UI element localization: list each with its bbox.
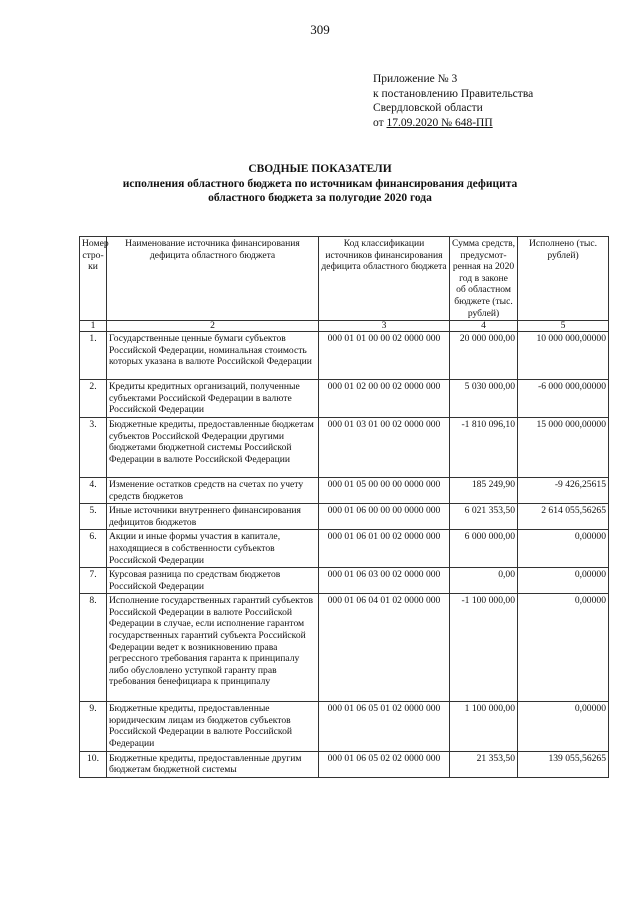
row-number: 3. bbox=[80, 417, 107, 477]
row-source-name: Бюджетные кредиты, предоставленные бюджетам субъектов Российской Федерации другими бюджетами бюджетной системы Российской Федерации в валюте Российской Федерации bbox=[107, 417, 319, 477]
row-number: 6. bbox=[80, 530, 107, 568]
row-planned-amount: 1 100 000,00 bbox=[450, 702, 518, 751]
row-classification-code: 000 01 06 00 00 00 0000 000 bbox=[319, 504, 450, 530]
appendix-line-4 bbox=[373, 116, 533, 131]
row-number: 10. bbox=[80, 751, 107, 777]
row-executed-amount: 0,00000 bbox=[518, 702, 609, 751]
appendix-line-1: Приложение № 3 bbox=[373, 73, 458, 85]
header-name: Наименование источника финансирования дефицита областного бюджета bbox=[107, 237, 319, 321]
row-planned-amount: 0,00 bbox=[450, 568, 518, 594]
header-planned: Сумма средств, предусмот-ренная на 2020 год в законе об областном бюджете (тыс. рублей) bbox=[450, 237, 518, 321]
row-planned-amount: -1 810 096,10 bbox=[450, 417, 518, 477]
row-number: 4. bbox=[80, 477, 107, 503]
col-index: 1 bbox=[80, 321, 107, 332]
row-number: 1. bbox=[80, 332, 107, 380]
row-source-name: Курсовая разница по средствам бюджетов Российской Федерации bbox=[107, 568, 319, 594]
row-planned-amount: 20 000 000,00 bbox=[450, 332, 518, 380]
row-executed-amount: 139 055,56265 bbox=[518, 751, 609, 777]
row-executed-amount: -9 426,25615 bbox=[518, 477, 609, 503]
row-executed-amount: 0,00000 bbox=[518, 594, 609, 702]
table-row bbox=[80, 380, 609, 418]
col-index: 2 bbox=[107, 321, 319, 332]
row-source-name: Бюджетные кредиты, предоставленные другим бюджетам бюджетной системы bbox=[107, 751, 319, 777]
row-classification-code: 000 01 02 00 00 02 0000 000 bbox=[319, 380, 450, 418]
heading-subtitle-2: областного бюджета за полугодие 2020 года bbox=[208, 192, 432, 204]
row-executed-amount: -6 000 000,00000 bbox=[518, 380, 609, 418]
row-classification-code: 000 01 06 05 02 02 0000 000 bbox=[319, 751, 450, 777]
table-row bbox=[80, 504, 609, 530]
row-source-name: Акции и иные формы участия в капитале, находящиеся в собственности субъектов Российской Федерации bbox=[107, 530, 319, 568]
row-source-name: Кредиты кредитных организаций, полученные субъектами Российской Федерации в валюте Российской Федерации bbox=[107, 380, 319, 418]
row-planned-amount: -1 100 000,00 bbox=[450, 594, 518, 702]
row-number: 9. bbox=[80, 702, 107, 751]
row-classification-code: 000 01 03 01 00 02 0000 000 bbox=[319, 417, 450, 477]
column-index-row bbox=[80, 321, 609, 332]
col-index: 5 bbox=[518, 321, 609, 332]
row-classification-code: 000 01 06 04 01 02 0000 000 bbox=[319, 594, 450, 702]
heading-title: СВОДНЫЕ ПОКАЗАТЕЛИ bbox=[248, 163, 392, 175]
row-executed-amount: 0,00000 bbox=[518, 530, 609, 568]
row-classification-code: 000 01 06 05 01 02 0000 000 bbox=[319, 702, 450, 751]
row-number: 7. bbox=[80, 568, 107, 594]
header-executed: Исполнено (тыс. рублей) bbox=[518, 237, 609, 321]
appendix-date-number: 17.09.2020 № 648-ПП bbox=[386, 116, 493, 129]
row-executed-amount: 2 614 055,56265 bbox=[518, 504, 609, 530]
row-planned-amount: 6 021 353,50 bbox=[450, 504, 518, 530]
appendix-line-2: к постановлению Правительства bbox=[373, 87, 534, 100]
table-row bbox=[80, 417, 609, 477]
table-row bbox=[80, 332, 609, 380]
row-classification-code: 000 01 05 00 00 00 0000 000 bbox=[319, 477, 450, 503]
row-executed-amount: 10 000 000,00000 bbox=[518, 332, 609, 380]
appendix-block bbox=[373, 72, 533, 130]
row-planned-amount: 6 000 000,00 bbox=[450, 530, 518, 568]
header-code: Код классификации источников финансирования дефицита областного бюджета bbox=[319, 237, 450, 321]
table-body bbox=[80, 332, 609, 778]
row-source-name: Государственные ценные бумаги субъектов Российской Федерации, номинальная стоимость которых указана в валюте Российской Федерации bbox=[107, 332, 319, 380]
document-heading bbox=[0, 162, 640, 206]
appendix-prefix: от bbox=[373, 116, 387, 129]
row-executed-amount: 15 000 000,00000 bbox=[518, 417, 609, 477]
col-index: 4 bbox=[450, 321, 518, 332]
row-executed-amount: 0,00000 bbox=[518, 568, 609, 594]
table-header-row bbox=[80, 237, 609, 321]
col-index: 3 bbox=[319, 321, 450, 332]
row-source-name: Изменение остатков средств на счетах по учету средств бюджетов bbox=[107, 477, 319, 503]
header-num: Номер стро- ки bbox=[80, 237, 107, 321]
table-row bbox=[80, 594, 609, 702]
row-source-name: Бюджетные кредиты, предоставленные юридическим лицам из бюджетов субъектов Российской Федерации в валюте Российской Федерации bbox=[107, 702, 319, 751]
row-classification-code: 000 01 06 03 00 02 0000 000 bbox=[319, 568, 450, 594]
row-number: 5. bbox=[80, 504, 107, 530]
page-number: 309 bbox=[310, 22, 330, 37]
row-number: 8. bbox=[80, 594, 107, 702]
row-classification-code: 000 01 06 01 00 02 0000 000 bbox=[319, 530, 450, 568]
heading-subtitle-1: исполнения областного бюджета по источникам финансирования дефицита bbox=[122, 177, 518, 190]
appendix-line-3: Свердловской области bbox=[373, 102, 483, 114]
row-number: 2. bbox=[80, 380, 107, 418]
sources-table bbox=[79, 236, 609, 778]
row-planned-amount: 5 030 000,00 bbox=[450, 380, 518, 418]
table-row bbox=[80, 477, 609, 503]
row-planned-amount: 185 249,90 bbox=[450, 477, 518, 503]
table-row bbox=[80, 568, 609, 594]
row-source-name: Иные источники внутреннего финансирования дефицитов бюджетов bbox=[107, 504, 319, 530]
row-planned-amount: 21 353,50 bbox=[450, 751, 518, 777]
row-source-name: Исполнение государственных гарантий субъектов Российской Федерации в валюте Российской Федерации в случае, если исполнение гарантом государственных гарантий субъекта Российской Федерации ведет к возникновению права регрессного требования гаранта к принципалу либо обусловлено уступкой гаранту прав требования бенефициара к принципалу bbox=[107, 594, 319, 702]
table-row bbox=[80, 530, 609, 568]
row-classification-code: 000 01 01 00 00 02 0000 000 bbox=[319, 332, 450, 380]
table-row bbox=[80, 751, 609, 777]
table-row bbox=[80, 702, 609, 751]
